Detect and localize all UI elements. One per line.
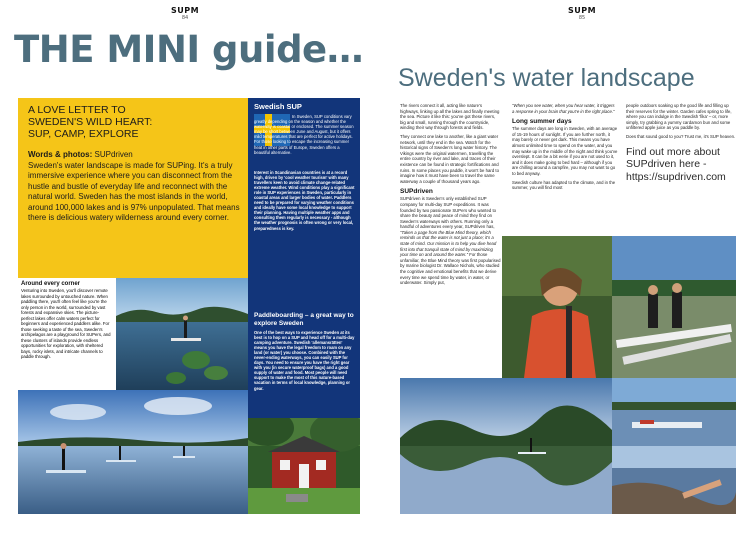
- board-on-lake-photo: [612, 378, 736, 446]
- section-heading: SUPdriven: [400, 188, 433, 196]
- cottage-photo: [248, 418, 360, 514]
- column-1: [400, 103, 502, 286]
- column-text: people outdoors soaking up the good life and filling up their reserves for the winter. Garden cafes spring to life, where you can indulge in the Swedish 'fika' – or, more simply, try grabbing a yummy cardamon bun and some unfiltered apple juice as you paddle by.: [626, 103, 732, 131]
- sidebar-body: In Sweden, SUP conditions vary greatly depending on the season and whether the waterway is coastal or enclosed. The summer season may be short between June and August, but it offers mild temperatures that are perfect for active holidays. For those looking to escape the increasing summer heat in other parts of Europe, Sweden offers a beautiful alternative.: [254, 114, 354, 155]
- column-text: They connect one lake to another, like a giant water network, until they end in the sea. Watch for the historical signs of Sweden's long water history. The Vikings were the original watermen, travelling the entire country by river and lake, and traces of their existence can be found in strategic fortifications and ruins. In some places you paddle, it won't be hard to imagine how it must have been to travel the same waterway a couple of thousand years ago.: [400, 133, 499, 184]
- credit-label: Words & photos:: [28, 150, 93, 159]
- paddler-portrait-photo: [502, 236, 612, 378]
- couple-boards-photo: [612, 236, 736, 378]
- supdriven-body: SUPdriven is Sweden's only established SUP company for multi-day SUP expeditions. It was founded by two passionate SUPers who wanted to share the beauty and peace of mind they find on Sweden's waterways with others. Running only a handful of adventures every year, SUPdriven has,: [400, 196, 497, 230]
- kicker: [28, 104, 243, 140]
- column-text: The rivers connect it all, acting like nature's highways, linking up all the lakes and finally meeting the sea. Picture it like this: you've got these rivers, big and small, running through the countryside, winding their way through forests and fields.: [400, 103, 500, 131]
- supdriven-body-2: For those unfamiliar, the Blue Mind theory was first popularised by marine biologist Dr. Wallace Nichols, who studied the cognitive and emotional benefits that we derive every time we spend time by water, in water, or underwater. Simply put,: [400, 252, 501, 286]
- reflection-lake-photo: [400, 378, 612, 514]
- pull-quote: "When you see water, when you hear water, it triggers a response in your brain that you're in the right place.": [512, 103, 615, 114]
- supdriven-quote: "Taken a page from the Blue Mind theory, which reminds us that the water is not just a place; it's a state of mind. Our mission is to help you dive head first into that tranquil state of mind by maximizing your time on and around the water.": [400, 229, 497, 258]
- credit-name: SUPdriven: [92, 150, 133, 159]
- sidebar-paddleboarding: One of the best ways to experience Sweden at its best is to hop on a SUP and head off for a multi-day camping adventure. Swedish 'allemansrätten' means you have the legal freedom to roam on any land (or water) you choose. Combined with the never-ending waterways, you can easily SUP for days. You need to ensure you have the right gear with you (in secure waterproof bags) and a good supply of water and food. Most people will need support to make the most of this nature-based vacation in terms of local knowledge, planning or gear.: [254, 330, 355, 391]
- masthead: [562, 6, 602, 21]
- column-3: [626, 103, 736, 183]
- paddlers-photo: [18, 390, 248, 514]
- kicker-line: A LOVE LETTER TO: [28, 104, 126, 116]
- around-section: [18, 278, 114, 390]
- page-title: THE MINI guide…: [14, 28, 364, 71]
- kicker-line: SWEDEN'S WILD HEART:: [28, 116, 153, 128]
- page-title: Sweden's water landscape: [398, 64, 695, 92]
- lake-photo: [116, 278, 248, 390]
- page-number: 85: [578, 15, 586, 21]
- masthead-brand: SUPM: [567, 6, 597, 15]
- kicker-line: SUP, CAMP, EXPLORE: [28, 128, 139, 140]
- sidebar-interest: Interest in Scandinavian countries is at a record high, driven by 'cool weather tourism' with many travellers keen to avoid climate change-related extreme weather. Wind conditions play a significant role in SUP experiences in Sweden, particularly in coastal areas and larger bodies of water. Paddlers need to be prepared for varying weather conditions and ideally have some local knowledge to support their planning. Having multiple weather apps and consulting them regularly is necessary - although the weather prognosis is often wrong or very local, preparedness is key.: [254, 170, 355, 231]
- find-out-more-link[interactable]: Find out more about SUPdriven here - https://supdriven.com: [626, 145, 726, 183]
- right-page: [372, 0, 744, 538]
- intro-paragraph: Sweden's water landscape is made for SUPing. It's a truly immersive experience where you can disconnect from the hustle and bustle of everyday life and reconnect with the natural world. Sweden has the most islands in the world, around 100,000 lakes and is 97% unpopulated. That means there is delicious watery wilderness around every corner.: [28, 160, 240, 222]
- intro-text: [28, 150, 243, 224]
- column-2: [512, 103, 618, 191]
- sidebar-heading: Swedish SUP: [254, 102, 302, 111]
- section-heading: Long summer days: [512, 118, 572, 126]
- section-body: Venturing into Sweden, you'll discover remote lakes surrounded by untouched nature. When paddling there, you'll often feel like you're the only person in the world, surrounded by vast forests and expansive skies. The picture-perfect lakes offer calm waters perfect for beginners and experienced paddlers alike. For those seeking a taste of the sea, Sweden's archipelagos are a playground for SUPers, and these clusters of islands provide endless opportunities for exploration, with sheltered bays, rocky islets, and intricate channels to paddle through.: [21, 288, 111, 359]
- intro-box: [18, 98, 248, 278]
- column-text: [400, 196, 502, 286]
- page-number: 84: [181, 15, 189, 21]
- column-text: Swedish culture has adapted to the climate, and in the summer, you will find most: [512, 179, 616, 191]
- column-text: Does that sound good to you? Trust me, it's SUP heaven.: [626, 133, 736, 139]
- sidebar-heading: Paddleboarding – a great way to explore Sweden: [254, 312, 354, 327]
- masthead: [165, 6, 205, 21]
- masthead-brand: SUPM: [170, 6, 200, 15]
- rocky-shore-photo: [612, 446, 736, 514]
- section-heading: Around every corner: [21, 281, 81, 287]
- column-text: The summer days are long in Sweden, with an average of 15-19 hours of sunlight. If you are further north, it may barely or never get dark. This means you have almost unlimited time to spend on the water, and you may wake up in the middle of the night and think you've overslept. It can be a bit eerie if you are not used to it, and it does make going to bed hard – although if you are chilling around a campfire, you may not want to go to bed anyway.: [512, 126, 618, 176]
